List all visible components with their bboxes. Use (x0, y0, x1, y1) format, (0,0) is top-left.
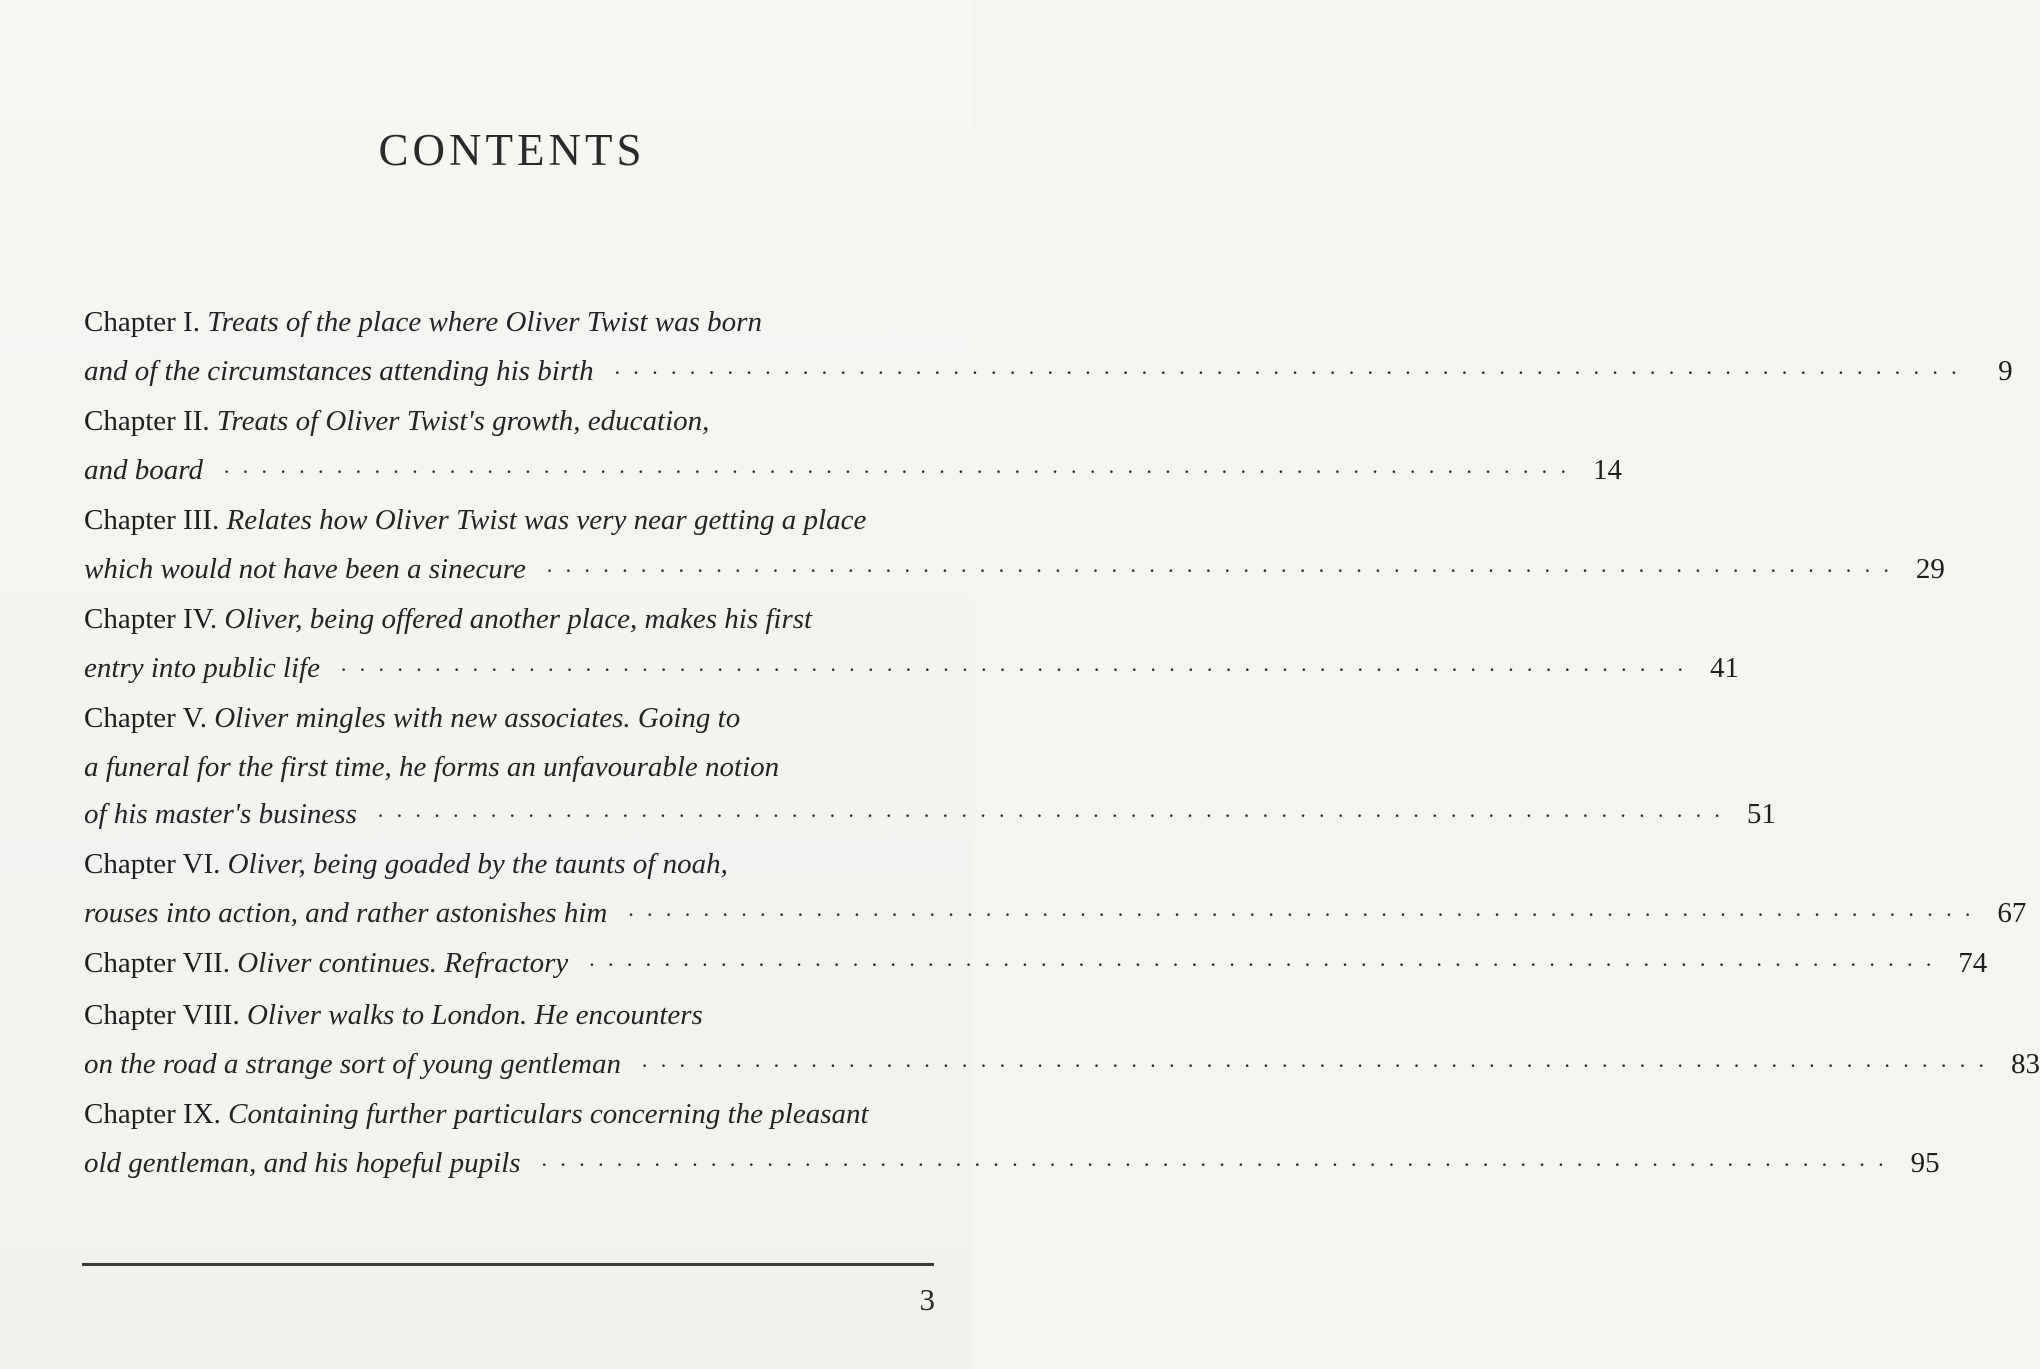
chapter-description: Oliver, being offered another place, makes his first (224, 603, 813, 635)
page-number: 14 (1592, 454, 1622, 486)
toc-line (84, 890, 2027, 937)
chapter-label: Chapter VII. (84, 947, 231, 979)
page-number: 9 (1998, 355, 2013, 387)
chapter-description: a funeral for the first time, he forms an unfavourable notion (84, 751, 780, 783)
page-number: 51 (1746, 798, 1776, 830)
toc-line (84, 348, 2013, 395)
toc-line (84, 447, 1622, 494)
chapter-label: Chapter III. (84, 504, 220, 536)
toc-line (84, 645, 1739, 692)
toc-line (84, 546, 1945, 593)
toc-line (84, 744, 937, 791)
chapter-description: on the road a strange sort of young gentleman (84, 1048, 621, 1080)
toc-line (84, 296, 937, 348)
page-number: 29 (1915, 553, 1945, 585)
chapter-label: Chapter VI. (84, 848, 221, 880)
chapter-label: Chapter IV. (84, 603, 218, 635)
chapter-label: Chapter V. (84, 702, 207, 734)
page-number: 74 (1958, 947, 1988, 979)
dot-leader: · · · · · · · · · · · · · · · · · · · · · · · · · · · · · · · · · · · · · · · · · · · · · · · · · · · · · · · · · · · · · · · · · · · · · · · · (376, 803, 1724, 828)
toc-line (84, 989, 937, 1041)
chapter-label: Chapter VIII. (84, 999, 240, 1031)
toc-entry[interactable] (84, 1088, 1940, 1187)
page-title: CONTENTS (378, 125, 646, 175)
toc-line (84, 494, 937, 546)
toc-entry[interactable] (84, 838, 2027, 937)
dot-leader: · · · · · · · · · · · · · · · · · · · · · · · · · · · · · · · · · · · · · · · · · · · · · · · · · · · · · · · · · · · · · · · · · · · · · · · · (540, 1152, 1888, 1177)
chapter-description: entry into public life (84, 652, 320, 684)
footer-rule (82, 1263, 934, 1266)
toc-line (84, 593, 937, 645)
toc-entry[interactable] (84, 989, 2040, 1088)
chapter-description: old gentleman, and his hopeful pupils (84, 1147, 521, 1179)
dot-leader: · · · · · · · · · · · · · · · · · · · · · · · · · · · · · · · · · · · · · · · · · · · · · · · · · · · · · · · · · · · · · · · · · · · · · · · · (339, 657, 1687, 682)
toc-line (84, 937, 1988, 989)
toc-entry[interactable] (84, 494, 1945, 593)
chapter-description: of his master's business (84, 798, 357, 830)
page-number: 83 (2010, 1048, 2040, 1080)
chapter-description: Treats of the place where Oliver Twist was born (207, 306, 762, 338)
toc-line (84, 1140, 1940, 1187)
toc-entry[interactable] (84, 296, 2013, 395)
dot-leader: · · · · · · · · · · · · · · · · · · · · · · · · · · · · · · · · · · · · · · · · · · · · · · · · · · · · · · · · · · · · · · · · · · · · · · · · (641, 1053, 1988, 1078)
dot-leader: · · · · · · · · · · · · · · · · · · · · · · · · · · · · · · · · · · · · · · · · · · · · · · · · · · · · · · · · · · · · · · · · · · · · · · · · (545, 558, 1893, 583)
dot-leader: · · · · · · · · · · · · · · · · · · · · · · · · · · · · · · · · · · · · · · · · · · · · · · · · · · · · · · · · · · · · · · · · · · · · · · · · (613, 360, 1961, 385)
table-of-contents (84, 296, 2040, 1187)
chapter-description: Oliver, being goaded by the taunts of noah, (227, 848, 728, 880)
chapter-description: and of the circumstances attending his birth (84, 355, 594, 387)
page-number: 67 (1997, 897, 2027, 929)
toc-line (84, 692, 937, 744)
toc-entry[interactable] (84, 395, 1622, 494)
toc-line (84, 1088, 937, 1140)
toc-line (84, 791, 1776, 838)
toc-line (84, 1041, 2040, 1088)
dot-leader: · · · · · · · · · · · · · · · · · · · · · · · · · · · · · · · · · · · · · · · · · · · · · · · · · · · · · · · · · · · · · · · · · · · · · · · · (588, 952, 1936, 977)
chapter-label: Chapter IX. (84, 1098, 221, 1130)
chapter-description: Treats of Oliver Twist's growth, education, (216, 405, 710, 437)
chapter-description: Oliver walks to London. He encounters (246, 999, 703, 1031)
page-number: 95 (1910, 1147, 1940, 1179)
chapter-description: rouses into action, and rather astonishes him (84, 897, 608, 929)
chapter-label: Chapter II. (84, 405, 210, 437)
chapter-description: and board (84, 454, 203, 486)
chapter-description: which would not have been a sinecure (84, 553, 526, 585)
chapter-description: Oliver mingles with new associates. Going to (214, 702, 741, 734)
dot-leader: · · · · · · · · · · · · · · · · · · · · · · · · · · · · · · · · · · · · · · · · · · · · · · · · · · · · · · · · · · · · · · · · · · · · · · · · (222, 459, 1570, 484)
toc-entry[interactable] (84, 593, 1739, 692)
folio-page-number: 3 (919, 1282, 935, 1317)
chapter-description: Oliver continues. Refractory (237, 947, 569, 979)
chapter-description: Relates how Oliver Twist was very near getting a place (226, 504, 867, 536)
toc-line (84, 395, 937, 447)
toc-line (84, 838, 937, 890)
dot-leader: · · · · · · · · · · · · · · · · · · · · · · · · · · · · · · · · · · · · · · · · · · · · · · · · · · · · · · · · · · · · · · · · · · · · · · · · (627, 902, 1975, 927)
toc-entry[interactable] (84, 937, 1988, 989)
page-number: 41 (1709, 652, 1739, 684)
chapter-label: Chapter I. (84, 306, 200, 338)
chapter-description: Containing further particulars concerning the pleasant (228, 1098, 869, 1130)
toc-entry[interactable] (84, 692, 1776, 838)
